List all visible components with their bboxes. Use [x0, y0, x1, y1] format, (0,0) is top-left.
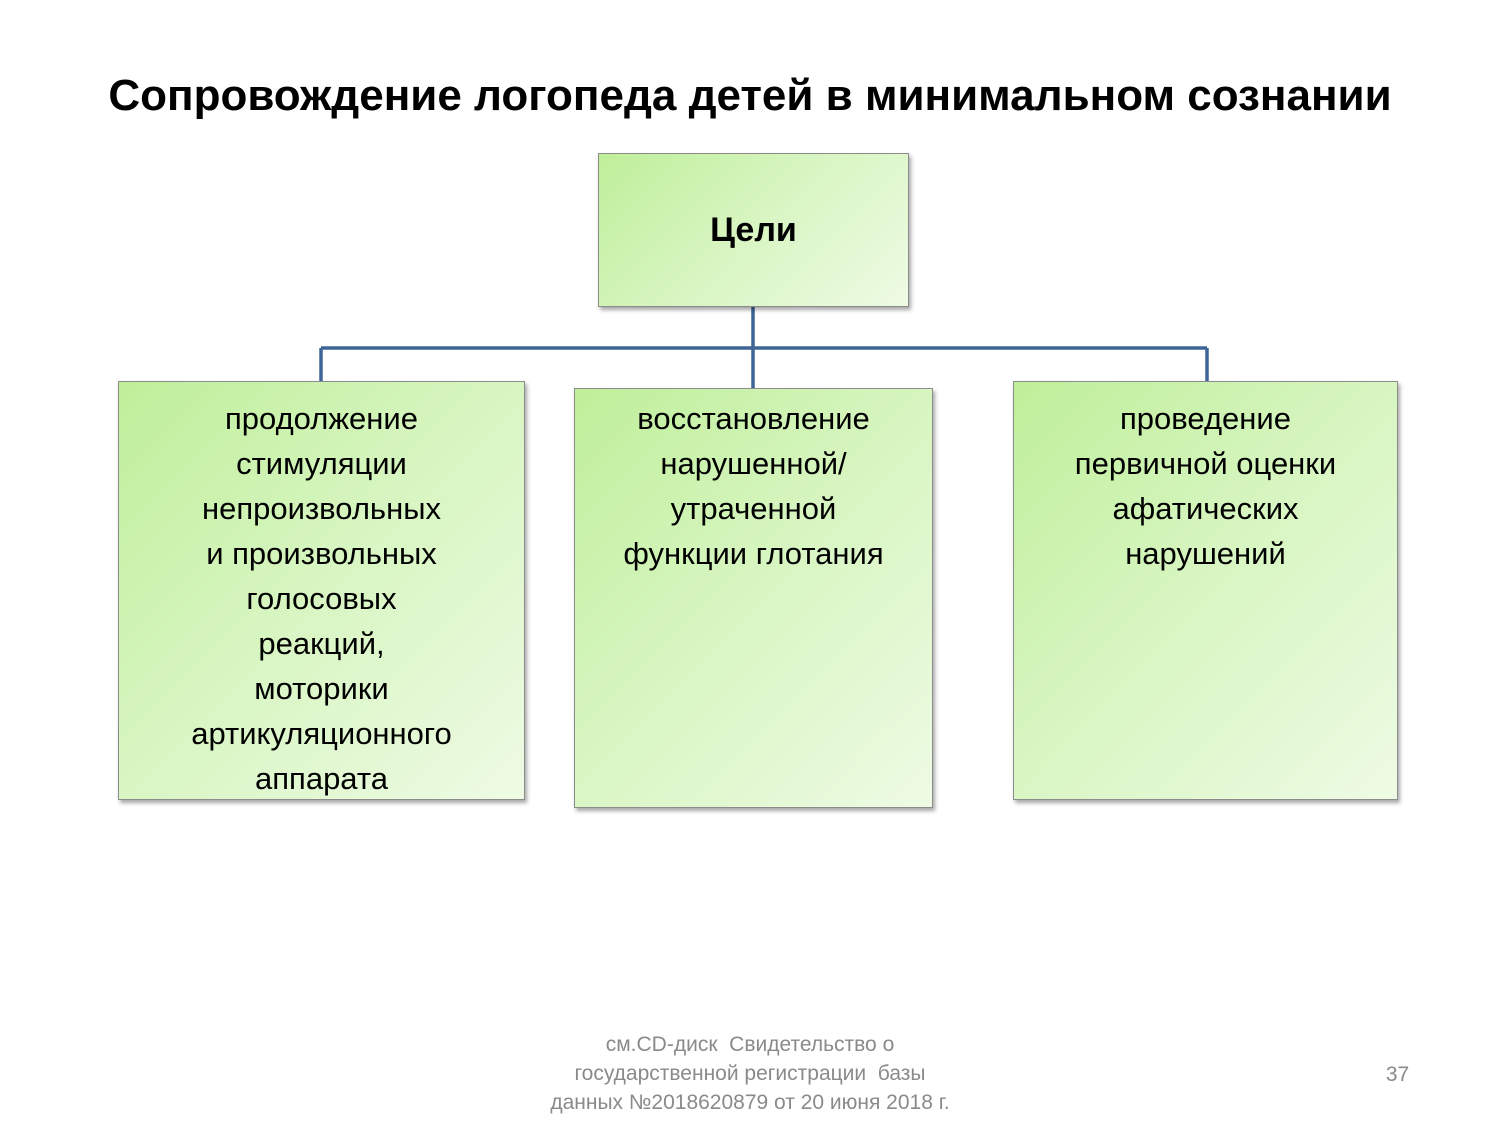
node-text-line: моторики — [254, 671, 389, 706]
footer-line: см.CD-диск Свидетельство о — [605, 1033, 895, 1056]
node-text-line: артикуляционного — [191, 716, 452, 751]
child-node-assessment — [1013, 381, 1398, 800]
node-text-line: голосовых — [246, 581, 397, 616]
node-text-line: нарушений — [1125, 536, 1286, 571]
node-text-line: аппарата — [255, 761, 388, 796]
node-text-line: реакций, — [258, 626, 385, 661]
node-text-line: восстановление — [637, 401, 870, 436]
root-node-label: Цели — [710, 210, 797, 249]
slide-title: Сопровождение логопеда детей в минимальном сознании — [108, 71, 1392, 120]
node-text-line: утраченной — [670, 491, 837, 526]
footer-note — [500, 1030, 1000, 1117]
page-number: 37 — [1385, 1063, 1410, 1086]
node-text-line: продолжение — [225, 401, 418, 436]
node-text-line: первичной оценки — [1074, 446, 1337, 481]
node-text-line: непроизвольных — [202, 491, 441, 526]
node-text-line: афатических — [1112, 491, 1299, 526]
root-node-goals — [598, 153, 909, 307]
node-text-line: и произвольных — [206, 536, 437, 571]
footer-line: данных №2018620879 от 20 июня 2018 г. — [550, 1091, 950, 1114]
node-text-line: функции глотания — [623, 536, 884, 571]
child-node-swallowing — [574, 388, 933, 808]
child-node-stimulation — [118, 381, 525, 800]
node-text-line: стимуляции — [236, 446, 407, 481]
node-text-line: нарушенной/ — [660, 446, 847, 481]
footer-line: государственной регистрации базы — [574, 1062, 926, 1085]
node-text-line: проведение — [1120, 401, 1291, 436]
